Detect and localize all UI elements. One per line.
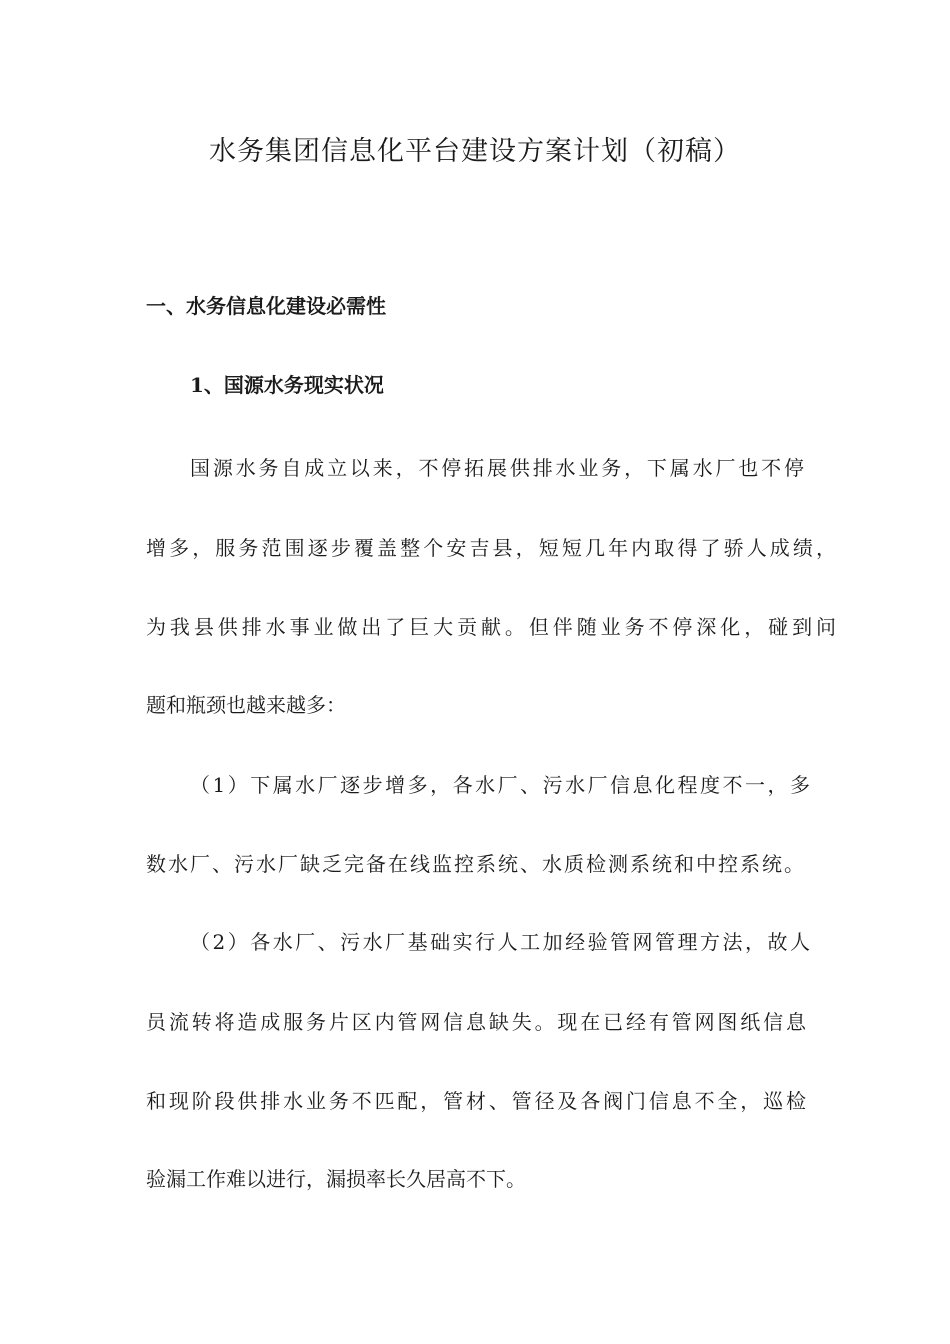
subsection-heading: 1、国源水务现实状况	[190, 373, 384, 397]
paragraph-3-line-2: 员流转将造成服务片区内管网信息缺失。现在已经有管网图纸信息	[146, 1010, 806, 1034]
paragraph-1-line-3: 为我县供排水事业做出了巨大贡献。但伴随业务不停深化，碰到问	[146, 615, 836, 639]
paragraph-1-line-4: 题和瓶颈也越来越多：	[146, 693, 346, 717]
paragraph-3-line-4: 验漏工作难以进行，漏损率长久居高不下。	[146, 1167, 526, 1191]
paragraph-1-line-2: 增多，服务范围逐步覆盖整个安吉县，短短几年内取得了骄人成绩，	[146, 536, 836, 560]
document-title: 水务集团信息化平台建设方案计划（初稿）	[209, 136, 741, 167]
paragraph-3-line-1: （2）各水厂、污水厂基础实行人工加经验管网管理方法，故人	[190, 930, 810, 954]
paragraph-2-line-1: （1）下属水厂逐步增多，各水厂、污水厂信息化程度不一，多	[190, 773, 810, 797]
paragraph-1-line-1: 国源水务自成立以来，不停拓展供排水业务，下属水厂也不停	[190, 456, 804, 480]
section-heading: 一、水务信息化建设必需性	[146, 294, 386, 318]
paragraph-2-line-2: 数水厂、污水厂缺乏完备在线监控系统、水质检测系统和中控系统。	[146, 852, 804, 876]
paragraph-3-line-3: 和现阶段供排水业务不匹配，管材、管径及各阀门信息不全，巡检	[146, 1089, 806, 1113]
